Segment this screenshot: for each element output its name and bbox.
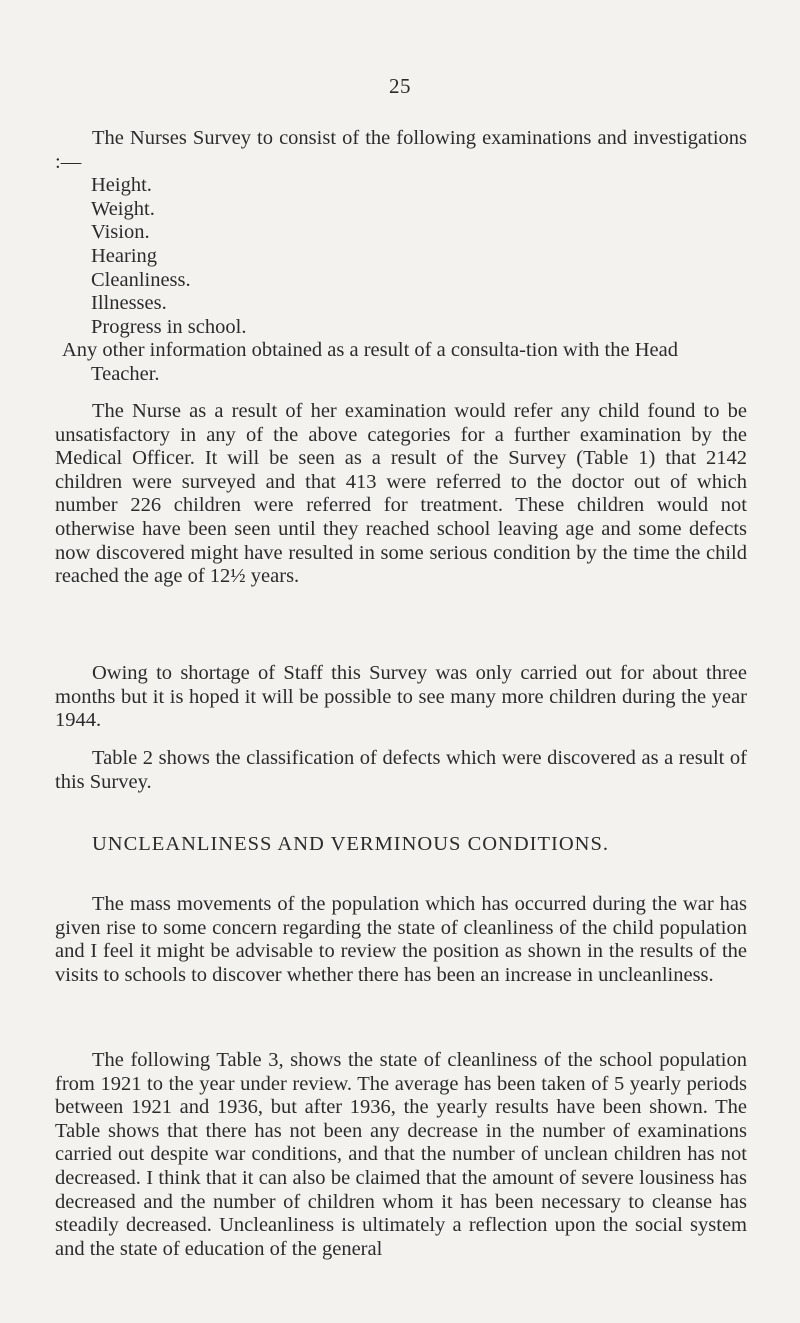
survey-section bbox=[55, 127, 747, 387]
page-number: 25 bbox=[389, 74, 411, 98]
survey-item-weight: Weight. bbox=[91, 197, 155, 220]
survey-item-other-information: Any other information obtained as a result of a consulta-tion with the Head Teacher. bbox=[62, 339, 678, 385]
survey-item-vision: Vision. bbox=[91, 221, 150, 244]
survey-item-illnesses: Illnesses. bbox=[91, 292, 167, 315]
survey-item-progress: Progress in school. bbox=[91, 315, 247, 338]
survey-item-height: Height. bbox=[91, 174, 152, 197]
survey-item-cleanliness: Cleanliness. bbox=[91, 268, 191, 291]
survey-intro: The Nurses Survey to consist of the following examinations and investigations :— bbox=[55, 127, 747, 173]
mass-movements-paragraph-block bbox=[55, 893, 747, 987]
survey-items-list bbox=[55, 174, 747, 386]
mass-movements-paragraph: The mass movements of the population which has occurred during the war has given rise to some concern regarding the state of cleanliness of the child population and I feel it might be advisable to review the position as shown in the results of the visits to schools to discover whether there has been an increase in uncleanliness. bbox=[55, 893, 747, 986]
referral-paragraph: The Nurse as a result of her examination would refer any child found to be unsatisfactory in any of the above categories for a further examination by the Medical Officer. It will be seen as a result of the Survey (Table 1) that 2142 children were surveyed and that 413 were referred to the doctor out of which number 226 children were referred for treatment. These children would not otherwise have been seen until they reached school leaving age and some defects now discovered might have resulted in some serious condition by the time the child reached the age of 12½ years. bbox=[55, 400, 747, 588]
table3-paragraph: The following Table 3, shows the state of cleanliness of the school population from 1921 to the year under review. The average has been taken of 5 yearly periods between 1921 and 1936, but after 1936, the yearly results have been shown. The Table shows that there has not been any decrease in the number of examinations carried out despite war conditions, and that the number of unclean children has not decreased. I think that it can also be claimed that the amount of severe lousiness has decreased and the number of children whom it has been necessary to cleanse has steadily decreased. Uncleanliness is ultimately a reflection upon the social system and the state of education of the general bbox=[55, 1049, 747, 1260]
table3-paragraph-block bbox=[55, 1049, 747, 1261]
shortage-paragraph: Owing to shortage of Staff this Survey was only carried out for about three months but it is hoped it will be possible to see many more children during the year 1944. bbox=[55, 662, 747, 732]
survey-item-hearing: Hearing bbox=[91, 244, 158, 267]
section-heading: UNCLEANLINESS AND VERMINOUS CONDITIONS. bbox=[92, 833, 609, 855]
referral-paragraph-block bbox=[55, 400, 747, 589]
table2-paragraph: Table 2 shows the classification of defects which were discovered as a result of this Survey. bbox=[55, 747, 747, 793]
table2-paragraph-block bbox=[55, 747, 747, 794]
shortage-paragraph-block bbox=[55, 662, 747, 733]
